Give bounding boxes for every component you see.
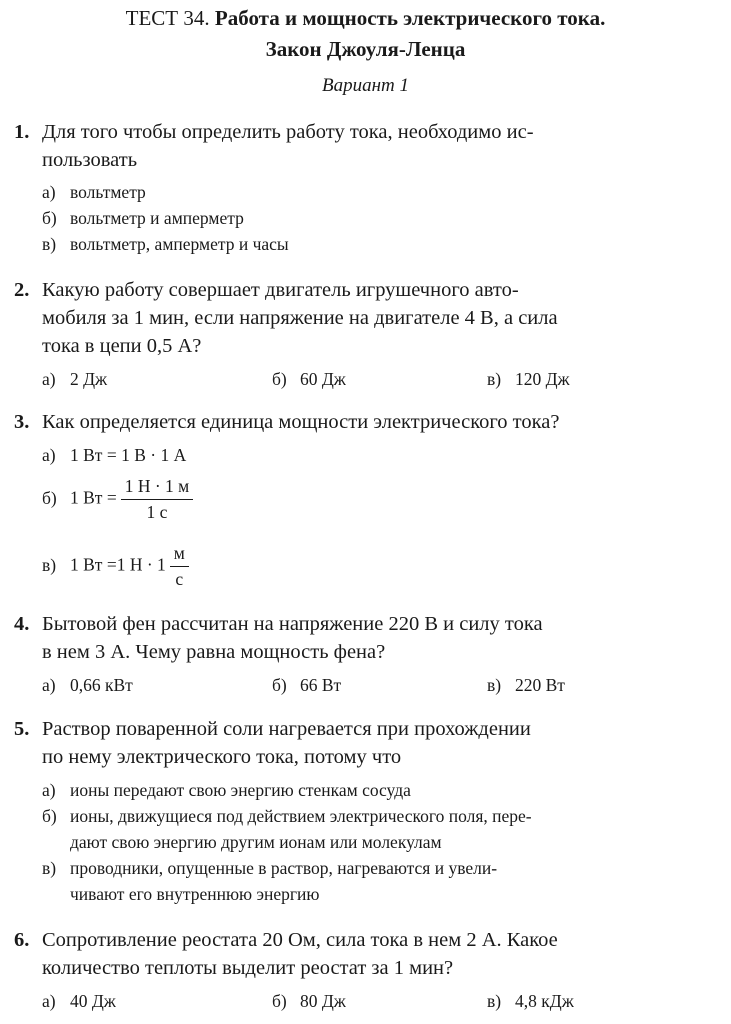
option-label: в) bbox=[42, 234, 57, 254]
option-a bbox=[42, 777, 532, 803]
option-a bbox=[42, 988, 116, 1014]
option-label: б) bbox=[272, 369, 287, 389]
test-label: ТЕСТ 34. bbox=[125, 6, 210, 30]
option-label: в) bbox=[487, 369, 502, 389]
question-line: пользовать bbox=[42, 149, 138, 171]
option-label: б) bbox=[272, 675, 287, 695]
question-line: тока в цепи 0,5 А? bbox=[42, 335, 202, 357]
option-label: в) bbox=[42, 858, 57, 878]
option-text: ионы передают свою энергию стенкам сосуда bbox=[70, 780, 411, 800]
option-text: 2 Дж bbox=[70, 369, 108, 389]
option-b bbox=[272, 988, 346, 1014]
question-text bbox=[42, 276, 654, 360]
question-line: мобиля за 1 мин, если напряжение на двигателе 4 В, а сила bbox=[42, 307, 558, 329]
option-label: б) bbox=[42, 208, 57, 228]
option-v bbox=[487, 988, 574, 1014]
options-1 bbox=[42, 179, 289, 257]
option-text: 4,8 кДж bbox=[515, 991, 574, 1011]
option-label: а) bbox=[42, 182, 56, 202]
options-3 bbox=[42, 442, 186, 468]
option-label: а) bbox=[42, 780, 56, 800]
question-line: Какую работу совершает двигатель игрушечного авто- bbox=[42, 279, 519, 301]
option-text: дают свою энергию другим ионам или молекулам bbox=[70, 832, 442, 852]
question-text bbox=[42, 118, 654, 174]
title-part2: Закон Джоуля-Ленца bbox=[265, 37, 466, 61]
option-text: 40 Дж bbox=[70, 991, 116, 1011]
option-text: 1 Вт =1 Н · 1 bbox=[70, 554, 166, 575]
question-line: Бытовой фен рассчитан на напряжение 220 В и силу тока bbox=[42, 613, 543, 635]
option-label: б) bbox=[42, 487, 57, 508]
option-text: ионы, движущиеся под действием электрического поля, пере- bbox=[70, 806, 532, 826]
option-v bbox=[42, 542, 189, 591]
option-a bbox=[42, 672, 133, 698]
options-5 bbox=[42, 777, 532, 907]
question-text bbox=[42, 408, 654, 436]
question-line: Как определяется единица мощности электрического тока? bbox=[42, 411, 560, 433]
fraction bbox=[170, 542, 189, 591]
option-v bbox=[42, 231, 289, 257]
option-text: 120 Дж bbox=[515, 369, 570, 389]
question-6 bbox=[14, 926, 654, 982]
option-text: 60 Дж bbox=[300, 369, 346, 389]
option-label: б) bbox=[42, 806, 57, 826]
options-3-v bbox=[42, 542, 189, 591]
question-line: в нем 3 А. Чему равна мощность фена? bbox=[42, 641, 386, 663]
question-4 bbox=[14, 610, 654, 666]
question-5 bbox=[14, 715, 654, 771]
fraction-numerator: 1 Н · 1 м bbox=[121, 475, 194, 500]
question-number: 5. bbox=[14, 718, 30, 740]
option-text: 0,66 кВт bbox=[70, 675, 133, 695]
question-line: Для того чтобы определить работу тока, необходимо ис- bbox=[42, 121, 534, 143]
option-a bbox=[42, 442, 186, 468]
option-label: в) bbox=[42, 554, 57, 575]
fraction-numerator: м bbox=[170, 542, 189, 567]
question-1 bbox=[14, 118, 654, 174]
option-label: в) bbox=[487, 991, 502, 1011]
option-text: чивают его внутреннюю энергию bbox=[70, 884, 320, 904]
fraction bbox=[121, 475, 194, 524]
title-part1: Работа и мощность электрического тока. bbox=[214, 6, 606, 30]
question-number: 3. bbox=[14, 411, 30, 433]
question-line: количество теплоты выделит реостат за 1 мин? bbox=[42, 957, 454, 979]
question-text bbox=[42, 610, 654, 666]
option-text: 1 Вт = 1 В · 1 А bbox=[70, 445, 187, 465]
option-text: 220 Вт bbox=[515, 675, 565, 695]
fraction-denominator: с bbox=[175, 569, 184, 589]
variant-label: Вариант 1 bbox=[321, 75, 409, 96]
question-3 bbox=[14, 408, 654, 436]
option-text: 1 Вт = bbox=[70, 487, 117, 508]
option-b bbox=[42, 475, 193, 524]
option-label: а) bbox=[42, 445, 56, 465]
question-text bbox=[42, 715, 654, 771]
option-b bbox=[272, 672, 341, 698]
option-text: вольтметр bbox=[70, 182, 146, 202]
option-a bbox=[42, 179, 289, 205]
option-label: б) bbox=[272, 991, 287, 1011]
option-text: вольтметр и амперметр bbox=[70, 208, 244, 228]
option-b bbox=[42, 803, 532, 829]
option-label: а) bbox=[42, 369, 56, 389]
option-v bbox=[487, 672, 565, 698]
test-title bbox=[0, 6, 731, 31]
option-v-cont bbox=[42, 881, 532, 907]
option-label: а) bbox=[42, 991, 56, 1011]
fraction-denominator: 1 с bbox=[146, 502, 168, 522]
question-number: 6. bbox=[14, 929, 30, 951]
question-2 bbox=[14, 276, 654, 360]
option-a bbox=[42, 366, 107, 392]
option-v bbox=[487, 366, 570, 392]
option-text: вольтметр, амперметр и часы bbox=[70, 234, 289, 254]
question-number: 1. bbox=[14, 121, 30, 143]
question-line: Раствор поваренной соли нагревается при прохождении bbox=[42, 718, 531, 740]
question-number: 4. bbox=[14, 613, 30, 635]
options-3-b bbox=[42, 475, 193, 524]
option-b bbox=[272, 366, 346, 392]
question-line: Сопротивление реостата 20 Ом, сила тока в нем 2 А. Какое bbox=[42, 929, 558, 951]
option-text: 66 Вт bbox=[300, 675, 342, 695]
option-b bbox=[42, 205, 289, 231]
option-label: в) bbox=[487, 675, 502, 695]
question-text bbox=[42, 926, 654, 982]
option-text: 80 Дж bbox=[300, 991, 346, 1011]
option-v bbox=[42, 855, 532, 881]
question-line: по нему электрического тока, потому что bbox=[42, 746, 402, 768]
question-number: 2. bbox=[14, 279, 30, 301]
option-text: проводники, опущенные в раствор, нагреваются и увели- bbox=[70, 858, 498, 878]
option-label: а) bbox=[42, 675, 56, 695]
option-b-cont bbox=[42, 829, 532, 855]
